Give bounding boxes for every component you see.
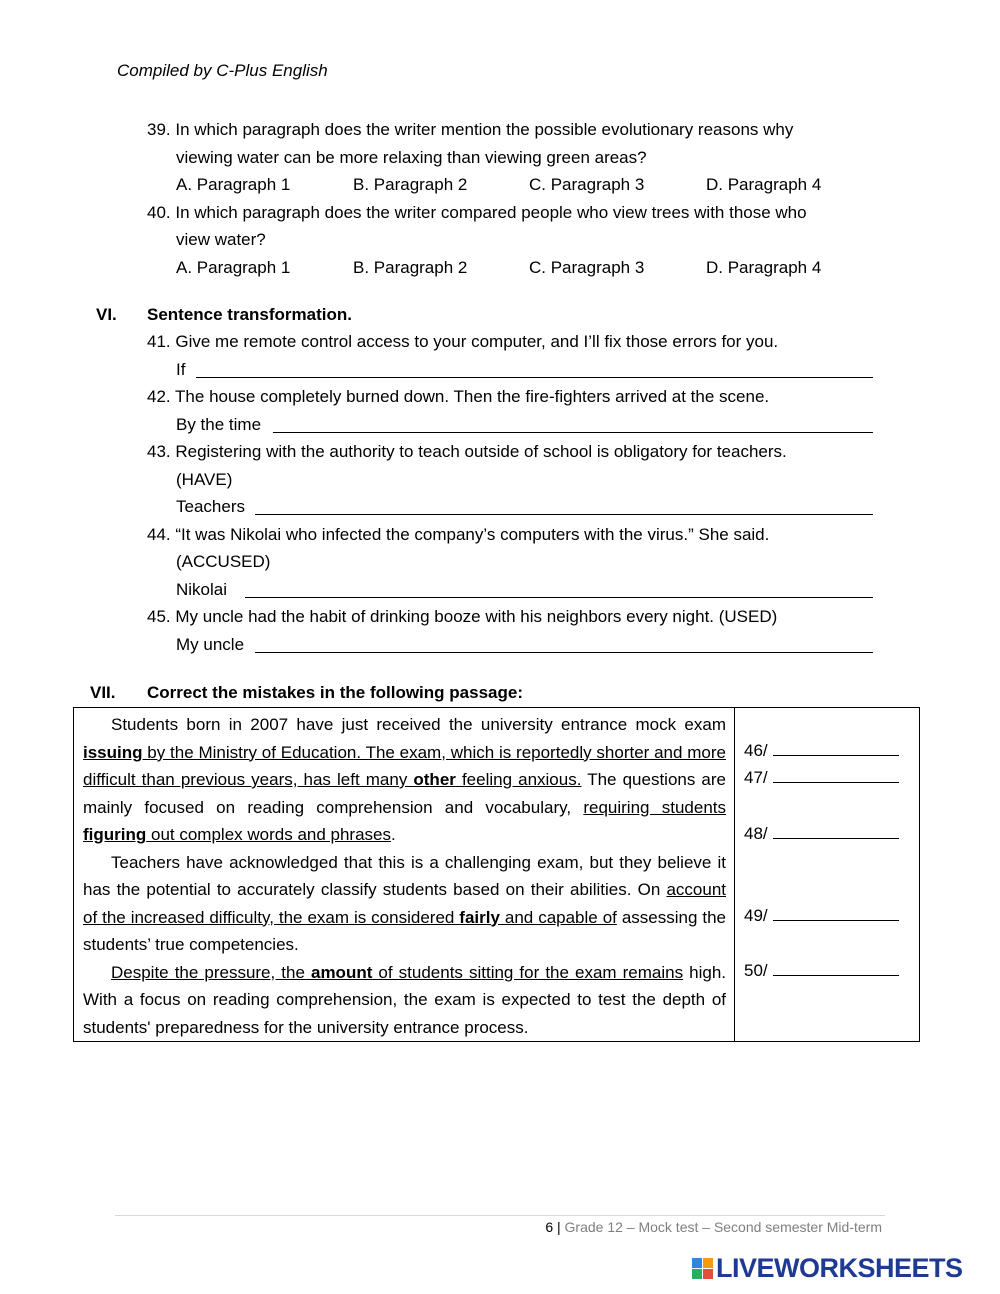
question-39-text: 39. In which paragraph does the writer mention the possible evolutionary reasons why [147,120,794,139]
question-40-option-d[interactable]: D. Paragraph 4 [706,258,822,277]
footer-separator: | [557,1219,561,1235]
section-7-title: Correct the mistakes in the following passage: [147,683,523,702]
passage-paragraph-2: Teachers have acknowledged that this is a challenging exam, but they believe it has the potential to accurately classify students based on their abilities. On account of the increased difficulty, the exam is considered fairly and capable of assessing the students’ true competencies. [83,852,726,954]
section-7-number: VII. [90,683,116,702]
question-43-answer-line[interactable] [255,499,873,515]
question-43-hint: (HAVE) [176,470,233,489]
section-6-title: Sentence transformation. [147,305,352,324]
passage-paragraph-1: Students born in 2007 have just received the university entrance mock exam issuing by the Ministry of Education. The exam, which is reportedly shorter and more difficult than previous years, has left many other feeling anxious. The questions are mainly focused on reading comprehension and vocabulary, requiring students figuring out complex words and phrases. [83,715,726,844]
answer-48: 48/ [744,823,899,844]
question-40-text: 40. In which paragraph does the writer compared people who view trees with those who [147,203,807,222]
question-40-text-cont: view water? [176,230,266,249]
section-6-number: VI. [96,305,117,324]
question-41-prompt: If [176,360,186,379]
question-45-text: 45. My uncle had the habit of drinking booze with his neighbors every night. (USED) [147,607,778,626]
answer-48-line[interactable] [773,823,899,839]
question-44-answer-line[interactable] [245,582,873,598]
error-50: amount [310,962,373,982]
liveworksheets-logo-icon [692,1258,714,1280]
answer-46: 46/ [744,740,899,761]
footer-label: Grade 12 – Mock test – Second semester Mid-term [564,1219,882,1235]
question-39-text-cont: viewing water can be more relaxing than viewing green areas? [176,148,647,167]
answer-50: 50/ [744,960,899,981]
question-40-option-b[interactable]: B. Paragraph 2 [353,258,468,277]
error-48: figuring [83,825,147,844]
question-44-prompt: Nikolai [176,580,228,599]
question-40-option-a[interactable]: A. Paragraph 1 [176,258,291,277]
question-45-answer-line[interactable] [255,637,873,653]
question-44-text: 44. “It was Nikolai who infected the company’s computers with the virus.” She said. [147,525,770,544]
question-43-prompt: Teachers [176,497,245,516]
error-49: fairly [459,907,500,927]
answer-50-line[interactable] [773,960,899,976]
error-correction-table [73,707,920,1042]
question-43-text: 43. Registering with the authority to teach outside of school is obligatory for teachers. [147,442,787,461]
question-39-option-b[interactable]: B. Paragraph 2 [353,175,468,194]
passage-cell [74,708,735,1042]
question-39-option-a[interactable]: A. Paragraph 1 [176,175,291,194]
footer-page-info [545,1218,882,1236]
passage-paragraph-3: Despite the pressure, the amount of students sitting for the exam remains high. With a focus on reading comprehension, the exam is expected to test the depth of students' preparedness for the university entrance process. [83,962,727,1037]
question-42-text: 42. The house completely burned down. Then the fire-fighters arrived at the scene. [147,387,770,406]
answer-47-line[interactable] [773,767,899,783]
question-39-option-d[interactable]: D. Paragraph 4 [706,175,822,194]
answer-49-line[interactable] [773,905,899,921]
answer-column [735,708,920,1042]
error-47: other [413,770,456,789]
question-42-prompt: By the time [176,415,262,434]
page-number: 6 [545,1219,554,1235]
question-44-hint: (ACCUSED) [176,552,271,571]
page-header: Compiled by C-Plus English [117,61,328,80]
question-39-option-c[interactable]: C. Paragraph 3 [529,175,645,194]
question-40-option-c[interactable]: C. Paragraph 3 [529,258,645,277]
footer-rule [115,1215,885,1216]
question-45-prompt: My uncle [176,635,245,654]
answer-49: 49/ [744,905,899,926]
answer-47: 47/ [744,767,899,788]
passage [74,708,734,1041]
error-46: issuing [83,742,143,762]
liveworksheets-logo-text: LIVEWORKSHEETS [716,1253,963,1283]
question-41-answer-line[interactable] [196,362,873,378]
answer-46-line[interactable] [773,740,899,756]
liveworksheets-logo [692,1253,963,1285]
question-42-answer-line[interactable] [273,417,873,433]
question-41-text: 41. Give me remote control access to your computer, and I’ll fix those errors for you. [147,332,779,351]
